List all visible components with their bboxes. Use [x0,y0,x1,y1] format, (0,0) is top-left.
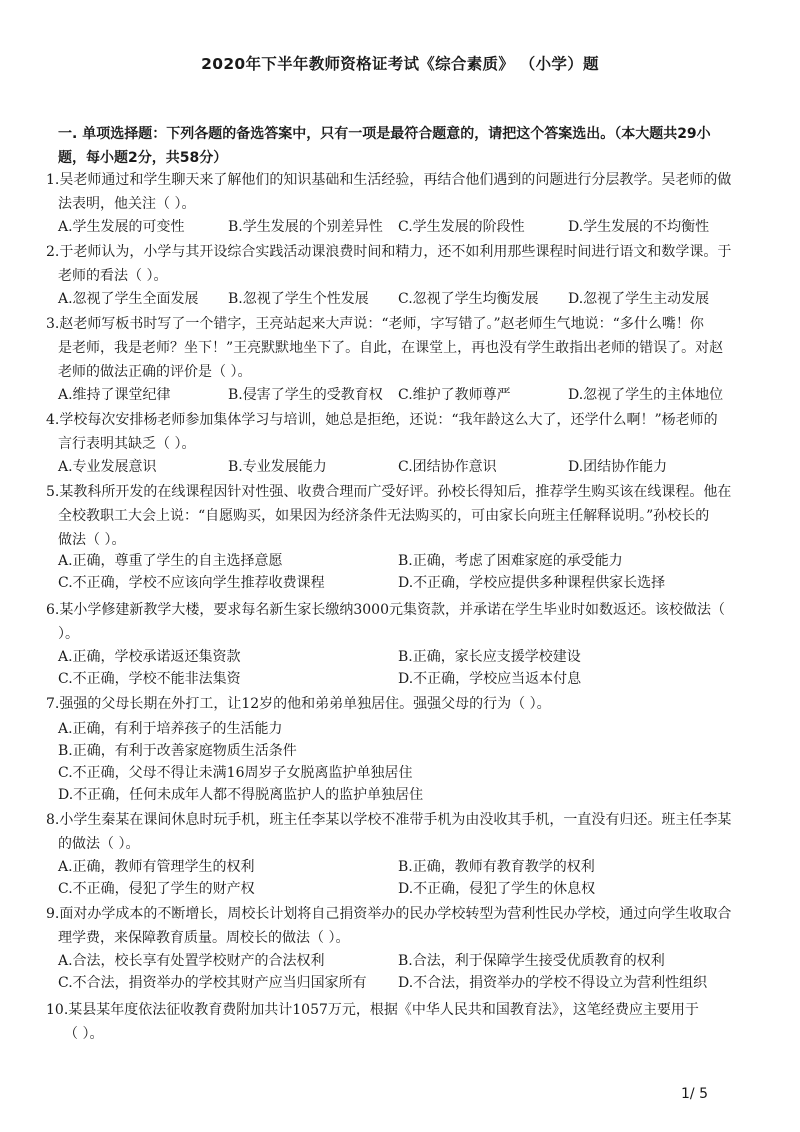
question-stem-line: 做法（ ）。 [58,532,126,548]
question-stem-line: 法表明，他关注（ ）。 [58,196,196,212]
option-C[interactable]: C.学生发展的阶段性 [398,219,525,235]
option-B[interactable]: B.忽视了学生个性发展 [228,291,369,307]
page-number: 1/ 5 [681,1086,708,1102]
option-A[interactable]: A.忽视了学生全面发展 [58,291,199,307]
question-stem-line: 8.小学生秦某在课间休息时玩手机，班主任李某以学校不准带手机为由没收其手机，一直没有归还。班主任李某 [46,812,732,828]
option-D[interactable]: D.不正确，学校应当返本付息 [398,671,582,687]
option-A[interactable]: A.正确，学校承诺返还集资款 [58,649,241,665]
option-A[interactable]: A.维持了课堂纪律 [58,387,171,403]
option-B[interactable]: B.正确，教师有教育教学的权利 [398,859,595,875]
question-stem [46,902,756,950]
question-stem-line: 老师的做法正确的评价是（ ）。 [58,364,252,380]
question-stem-line: 10.某县某年度依法征收教育费附加共计1057万元，根据《中华人民共和国教育法》，这笔经费应主要用于 [46,1002,699,1018]
option-B[interactable]: B.学生发展的个别差异性 [228,219,383,235]
question-stem [46,998,756,1046]
question-stem [46,240,756,288]
section-heading-line-1: 一. 单项选择题：下列各题的备选答案中，只有一项是最符合题意的，请把这个答案选出。（本大题共29小 [58,126,711,142]
option-B[interactable]: B.正确，家长应支援学校建设 [398,649,581,665]
question-stem-line: 1.吴老师通过和学生聊天来了解他们的知识基础和生活经验，再结合他们遇到的问题进行分层教学。吴老师的做 [46,172,732,188]
option-D[interactable]: D.不合法，捐资举办的学校不得设立为营利性组织 [398,975,708,991]
question-stem-line: 的做法（ ）。 [58,836,140,852]
page-title: 2020年下半年教师资格证考试《综合素质》 （小学）题 [201,55,599,73]
question-stem-line: 6.某小学修建新教学大楼，要求每名新生家长缴纳3000元集资款，并承诺在学生毕业时如数返还。该校做法（ [46,602,725,618]
option-A[interactable]: A.正确，教师有管理学生的权利 [58,859,255,875]
option-D[interactable]: D.团结协作能力 [568,459,668,475]
question-stem-line: 全校教职工大会上说：“自愿购买，如果因为经济条件无法购买的，可由家长向班主任解释说明。”孙校长的 [58,508,710,524]
question-stem-line: （ ）。 [64,1026,104,1042]
question-stem-line: 是老师，我是老师？坐下！”王亮默默地坐下了。自此，在课堂上，再也没有学生敢指出老师的错误了。对赵 [58,340,724,356]
option-A[interactable]: A.学生发展的可变性 [58,219,185,235]
option-A[interactable]: A.合法，校长享有处置学校财产的合法权利 [58,953,325,969]
question-stem [46,808,756,856]
question-stem [46,408,756,456]
question-stem-line: 5.某教科所开发的在线课程因针对性强、收费合理而广受好评。孙校长得知后，推荐学生购买该在线课程。他在 [46,484,732,500]
option-D[interactable]: D.学生发展的不均衡性 [568,219,710,235]
question-stem-line: 言行表明其缺乏（ ）。 [58,436,196,452]
question-stem [46,312,756,384]
option-C[interactable]: C.忽视了学生均衡发展 [398,291,539,307]
section-heading [58,122,748,170]
option-D[interactable]: D.忽视了学生的主体地位 [568,387,724,403]
question-stem-line: ）。 [58,626,79,642]
option-C[interactable]: C.不合法，捐资举办的学校其财产应当归国家所有 [58,975,367,991]
option-B[interactable]: B.合法，利于保障学生接受优质教育的权利 [398,953,665,969]
question-stem-line: 3.赵老师写板书时写了一个错字，王亮站起来大声说：“老师，字写错了。”赵老师生气地说：“多什么嘴！你 [46,316,704,332]
option-A[interactable]: A.专业发展意识 [58,459,157,475]
question-stem-line: 7.强强的父母长期在外打工，让12岁的他和弟弟单独居住。强强父母的行为（ ）。 [46,696,551,712]
option-C[interactable]: C.不正确，父母不得让未满16周岁子女脱离监护单独居住 [58,765,413,781]
option-C[interactable]: C.不正确，学校不能非法集资 [58,671,241,687]
option-D[interactable]: D.不正确，侵犯了学生的休息权 [398,881,596,897]
option-C[interactable]: C.维护了教师尊严 [398,387,511,403]
question-stem-line: 老师的看法（ ）。 [58,268,168,284]
option-C[interactable]: C.团结协作意识 [398,459,497,475]
option-B[interactable]: B.侵害了学生的受教育权 [228,387,383,403]
question-stem [46,692,756,716]
option-C[interactable]: C.不正确，学校不应该向学生推荐收费课程 [58,575,325,591]
option-B[interactable]: B.正确，有利于改善家庭物质生活条件 [58,743,297,759]
option-D[interactable]: D.不正确，学校应提供多种课程供家长选择 [398,575,666,591]
question-stem [46,598,756,646]
question-stem-line: 4.学校每次安排杨老师参加集体学习与培训，她总是拒绝，还说：“我年龄这么大了，还学什么啊！”杨老师的 [46,412,718,428]
question-stem-line: 理学费，来保障教育质量。周校长的做法（ ）。 [58,930,350,946]
option-A[interactable]: A.正确，有利于培养孩子的生活能力 [58,721,283,737]
question-stem-line: 2.于老师认为，小学与其开设综合实践活动课浪费时间和精力，还不如利用那些课程时间进行语文和数学课。于 [46,244,732,260]
option-B[interactable]: B.专业发展能力 [228,459,327,475]
option-D[interactable]: D.不正确，任何未成年人都不得脱离监护人的监护单独居住 [58,787,424,803]
section-heading-line-2: 题，每小题2分，共58分） [58,150,228,166]
question-stem [46,168,756,216]
option-C[interactable]: C.不正确，侵犯了学生的财产权 [58,881,255,897]
option-D[interactable]: D.忽视了学生主动发展 [568,291,710,307]
option-A[interactable]: A.正确，尊重了学生的自主选择意愿 [58,553,283,569]
question-stem [46,480,756,552]
option-B[interactable]: B.正确，考虑了困难家庭的承受能力 [398,553,623,569]
question-stem-line: 9.面对办学成本的不断增长，周校长计划将自己捐资举办的民办学校转型为营利性民办学校，通过向学生收取合 [46,906,732,922]
